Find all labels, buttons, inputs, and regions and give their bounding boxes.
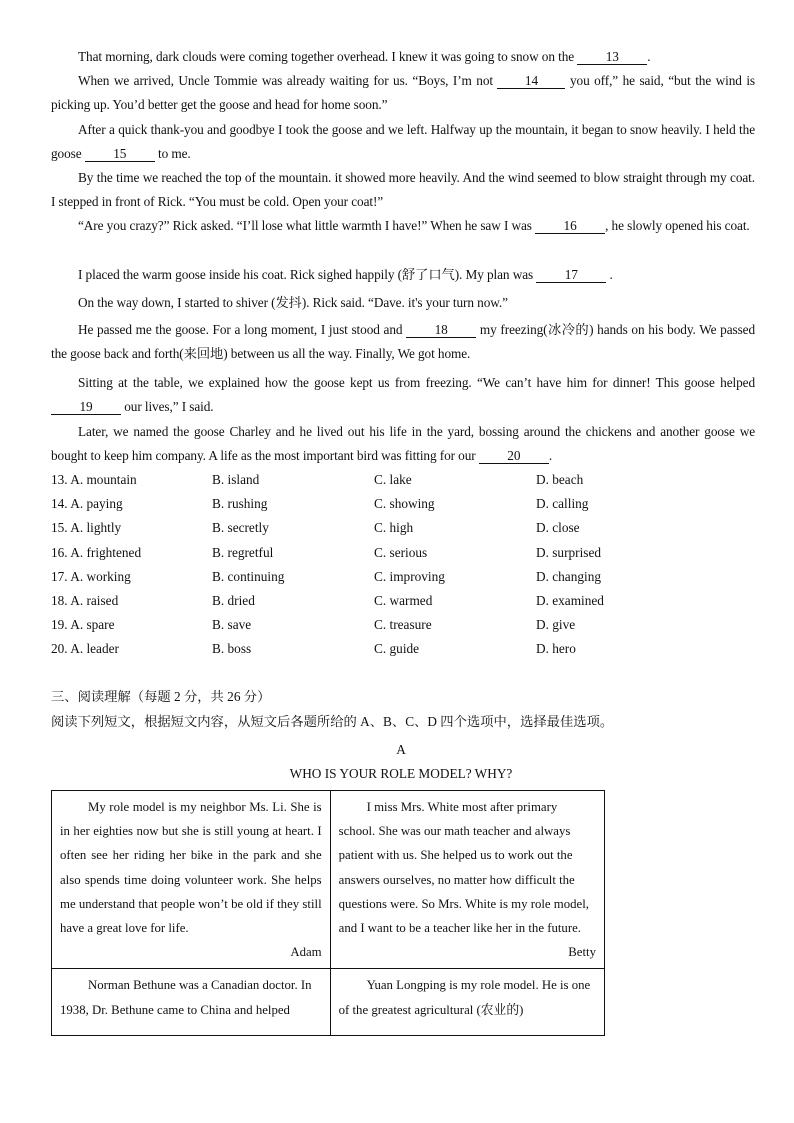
passage-paragraph-4: By the time we reached the top of the mountain. it showed more heavily. And the wind seemed to blow straight through my coat. I stepped in front of Rick. “You must be cold. Open your coat!” <box>51 170 755 210</box>
adam-text: My role model is my neighbor Ms. Li. She is in her eighties now but she is still young at heart. I often see her riding her bike in the park and she also spends time doing volunteer work. She helps me understand that people won’t be old if they still have a great love for life. <box>60 800 322 936</box>
bethune-text: Norman Bethune was a Canadian doctor. In 1938, Dr. Bethune came to China and helped <box>60 978 312 1017</box>
betty-name: Betty <box>568 945 596 960</box>
option-16-d[interactable]: D. surprised <box>536 544 601 560</box>
option-14-d[interactable]: D. calling <box>536 496 589 512</box>
passage-paragraph-3: After a quick thank-you and goodbye I took the goose and we left. Halfway up the mountain, it began to snow heavily. I held the goose 15 to me. <box>51 122 755 162</box>
option-20-a[interactable]: 20. A. leader <box>51 641 119 657</box>
option-19-b[interactable]: B. save <box>212 617 252 633</box>
option-15-a[interactable]: 15. A. lightly <box>51 520 122 536</box>
question-15-options <box>51 516 751 540</box>
option-19-c[interactable]: C. treasure <box>374 617 432 633</box>
blank-20: 20 <box>479 448 549 464</box>
passage-paragraph-5: “Are you crazy?” Rick asked. “I’ll lose what little warmth I have!” When he saw I was 16 , he slowly opened his coat. <box>78 218 750 233</box>
option-18-d[interactable]: D. examined <box>536 592 604 608</box>
table-row <box>52 969 605 1036</box>
blank-18: 18 <box>406 322 476 338</box>
option-14-c[interactable]: C. showing <box>374 496 435 512</box>
question-13-options <box>51 468 751 492</box>
passage-paragraph-9: Sitting at the table, we explained how the goose kept us from freezing. “We can’t have him for dinner! This goose helped 19 our lives,” I said. <box>51 371 755 419</box>
blank-14: 14 <box>497 73 565 89</box>
option-17-c[interactable]: C. improving <box>374 568 445 584</box>
yuan-text: Yuan Longping is my role model. He is one of the greatest agricultural (农业的) <box>338 978 591 1017</box>
role-model-cell-bethune <box>52 969 331 1036</box>
blank-16: 16 <box>535 218 605 234</box>
option-17-d[interactable]: D. changing <box>536 568 601 584</box>
option-15-b[interactable]: B. secretly <box>212 520 269 536</box>
option-18-c[interactable]: C. warmed <box>374 592 433 608</box>
role-model-cell-adam <box>52 791 331 969</box>
blank-13: 13 <box>577 49 647 65</box>
passage-paragraph-8: He passed me the goose. For a long moment, I just stood and 18 my freezing(冰冷的) hands on his body. We passed the goose back and forth(来回地) between us all the way. Finally, We got home. <box>51 322 755 362</box>
part-label: A <box>396 742 406 757</box>
option-14-a[interactable]: 14. A. paying <box>51 496 123 512</box>
role-model-table <box>51 790 605 1036</box>
option-18-b[interactable]: B. dried <box>212 592 255 608</box>
betty-text: I miss Mrs. White most after primary school. She was our math teacher and always patient with us. She helped us to work out the answers ourselves, no matter how difficult the questions were. So Mrs. White is my role model, and I want to be a teacher like her in the future. <box>338 800 589 936</box>
option-13-b[interactable]: B. island <box>212 472 260 487</box>
option-16-b[interactable]: B. regretful <box>212 544 274 560</box>
option-14-b[interactable]: B. rushing <box>212 496 268 512</box>
section-instruction: 阅读下列短文，根据短文内容，从短文后各题所给的 A、B、C、D 四个选项中，选择最佳选项。 <box>51 714 614 729</box>
option-18-a[interactable]: 18. A. raised <box>51 592 119 608</box>
question-17-options <box>51 565 751 589</box>
passage-paragraph-2: When we arrived, Uncle Tommie was already waiting for us. “Boys, I’m not 14 you off,” he said, “but the wind is picking up. You’d better get the goose and head for home soon.” <box>51 73 756 113</box>
passage-paragraph-7: On the way down, I started to shiver (发抖). Rick said. “Dave. it's your turn now.” <box>78 295 508 310</box>
section-heading: 三、阅读理解（每题 2 分，共 26 分） <box>51 689 271 704</box>
option-17-b[interactable]: B. continuing <box>212 568 285 584</box>
table-row <box>52 791 605 969</box>
blank-17: 17 <box>536 267 606 283</box>
option-20-d[interactable]: D. hero <box>536 641 576 657</box>
option-16-c[interactable]: C. serious <box>374 544 428 560</box>
passage-paragraph-1: That morning, dark clouds were coming together overhead. I knew it was going to snow on the 13 . <box>78 49 651 64</box>
passage-paragraph-6: I placed the warm goose inside his coat. Rick sighed happily (舒了口气). My plan was 17 . <box>78 267 613 282</box>
option-13-c[interactable]: C. lake <box>374 472 412 487</box>
option-13-a[interactable]: 13. A. mountain <box>51 472 137 487</box>
question-18-options <box>51 589 751 613</box>
question-16-options <box>51 541 751 565</box>
option-13-d[interactable]: D. beach <box>536 472 584 487</box>
option-20-b[interactable]: B. boss <box>212 641 252 657</box>
passage-title: WHO IS YOUR ROLE MODEL? WHY? <box>289 766 513 781</box>
role-model-cell-yuan <box>330 969 604 1036</box>
blank-19: 19 <box>51 399 121 415</box>
role-model-cell-betty <box>330 791 604 969</box>
option-20-c[interactable]: C. guide <box>374 641 420 657</box>
option-19-d[interactable]: D. give <box>536 617 576 633</box>
blank-15: 15 <box>85 146 155 162</box>
option-15-d[interactable]: D. close <box>536 520 580 536</box>
option-19-a[interactable]: 19. A. spare <box>51 617 115 633</box>
option-17-a[interactable]: 17. A. working <box>51 568 131 584</box>
option-15-c[interactable]: C. high <box>374 520 414 536</box>
option-16-a[interactable]: 16. A. frightened <box>51 544 142 560</box>
adam-name: Adam <box>290 945 322 960</box>
question-14-options <box>51 492 751 516</box>
question-20-options <box>51 637 751 661</box>
answer-options <box>51 468 751 662</box>
question-19-options <box>51 613 751 637</box>
passage-paragraph-10: Later, we named the goose Charley and he lived out his life in the yard, bossing around the chickens and another goose we bought to keep him company. A life as the most important bird was fitting for our 20 . <box>51 424 755 464</box>
